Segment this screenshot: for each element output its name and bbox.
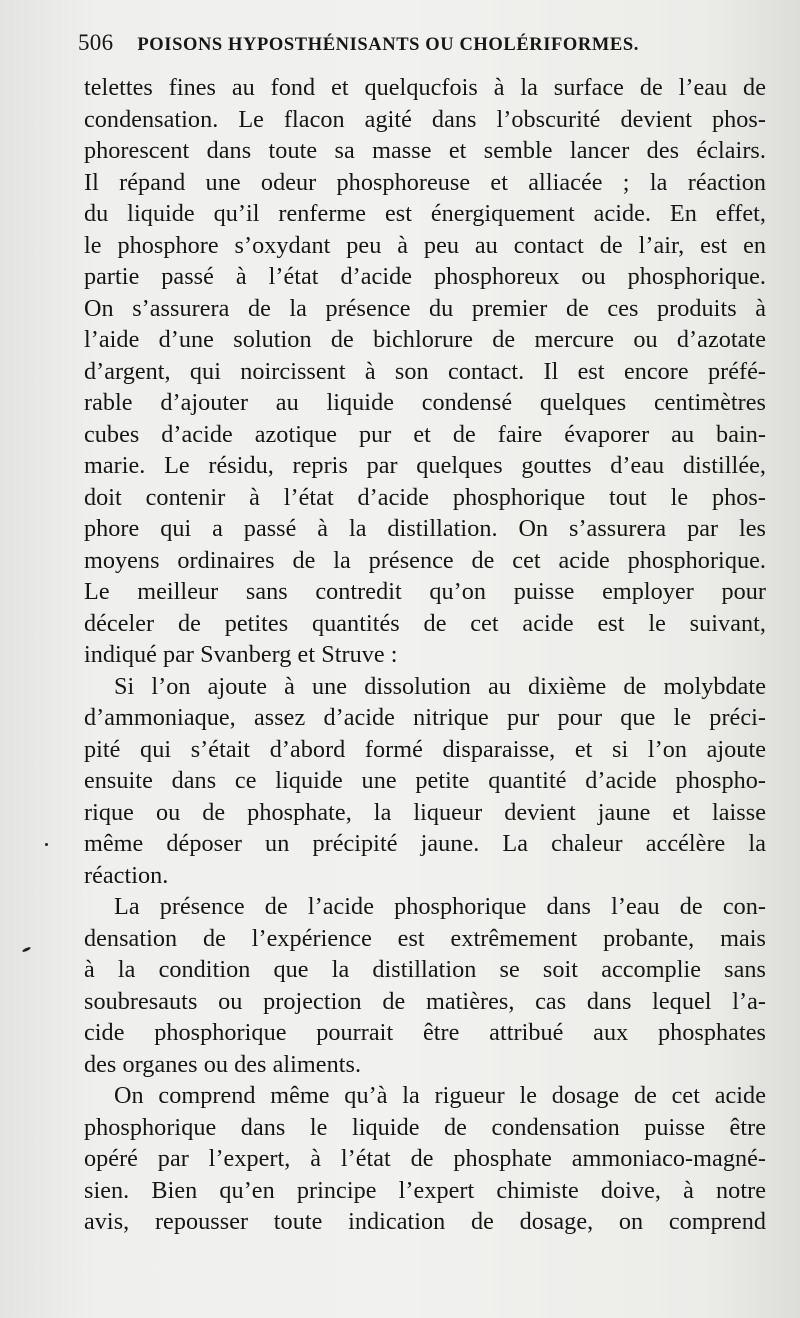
text-line: phore qui a passé à la distillation. On s’assurera par les [84,515,766,542]
text-line: doit contenir à l’état d’acide phosphorique tout le phos- [84,483,766,511]
body-text [84,72,766,1238]
text-line: Le meilleur sans contredit qu’on puisse employer pour [84,578,766,605]
text-line: des organes ou des aliments. [84,1050,362,1078]
text-line: à la condition que la distillation se soit accomplie sans [84,956,766,983]
text-line: même déposer un précipité jaune. La chaleur accélère la [84,830,766,857]
text-line: opéré par l’expert, à l’état de phosphate ammoniaco-magné- [84,1145,766,1172]
text-line: d’argent, qui noircissent à son contact. Il est encore préfé- [84,357,766,385]
text-line: sien. Bien qu’en principe l’expert chimiste doive, à notre [84,1176,766,1204]
page-header [78,30,768,64]
text-line: telettes fines au fond et quelqucfois à la surface de l’eau de [84,74,766,101]
text-line: marie. Le résidu, repris par quelques gouttes d’eau distillée, [84,452,766,479]
text-line: du liquide qu’il renferme est énergiquement acide. En effet, [84,200,766,227]
text-line: rique ou de phosphate, la liqueur devient jaune et laisse [84,798,766,826]
ink-speck [22,946,31,953]
text-line: soubresauts ou projection de matières, cas dans lequel l’a- [84,987,766,1015]
text-line: moyens ordinaires de la présence de cet acide phosphorique. [84,546,766,574]
text-line: phorescent dans toute sa masse et semble lancer des éclairs. [84,137,766,164]
text-line: ensuite dans ce liquide une petite quantité d’acide phospho- [84,767,766,794]
text-line: partie passé à l’état d’acide phosphoreux ou phosphorique. [84,263,766,290]
text-line: pité qui s’était d’abord formé disparaisse, et si l’on ajoute [84,735,766,763]
text-line: Il répand une odeur phosphoreuse et alliacée ; la réaction [84,168,766,196]
text-line: cide phosphorique pourrait être attribué aux phosphates [84,1019,766,1046]
text-line: On comprend même qu’à la rigueur le dosage de cet acide [114,1082,766,1109]
text-line: cubes d’acide azotique pur et de faire évaporer au bain- [84,420,766,448]
ink-speck [45,843,48,846]
text-line: La présence de l’acide phosphorique dans l’eau de con- [114,893,766,920]
text-line: indiqué par Svanberg et Struve : [84,641,398,668]
text-line: d’ammoniaque, assez d’acide nitrique pur pour que le préci- [84,704,766,731]
text-line: rable d’ajouter au liquide condensé quelques centimètres [84,389,766,416]
text-line: déceler de petites quantités de cet acide est le suivant, [84,609,766,637]
text-line: On s’assurera de la présence du premier de ces produits à [84,294,766,322]
text-line: réaction. [84,861,169,889]
running-title: POISONS HYPOSTHÉNISANTS OU CHOLÉRIFORMES. [137,35,639,55]
text-line: Si l’on ajoute à une dissolution au dixième de molybdate [114,672,766,700]
text-line: condensation. Le flacon agité dans l’obscurité devient phos- [84,105,766,133]
text-line: avis, repousser toute indication de dosage, on comprend [84,1208,766,1235]
text-line: phosphorique dans le liquide de condensation puisse être [84,1113,766,1141]
text-line: le phosphore s’oxydant peu à peu au contact de l’air, est en [84,231,766,259]
text-line: l’aide d’une solution de bichlorure de mercure ou d’azotate [84,326,766,353]
page-number: 506 [78,30,114,55]
text-line: densation de l’expérience est extrêmement probante, mais [84,924,766,952]
